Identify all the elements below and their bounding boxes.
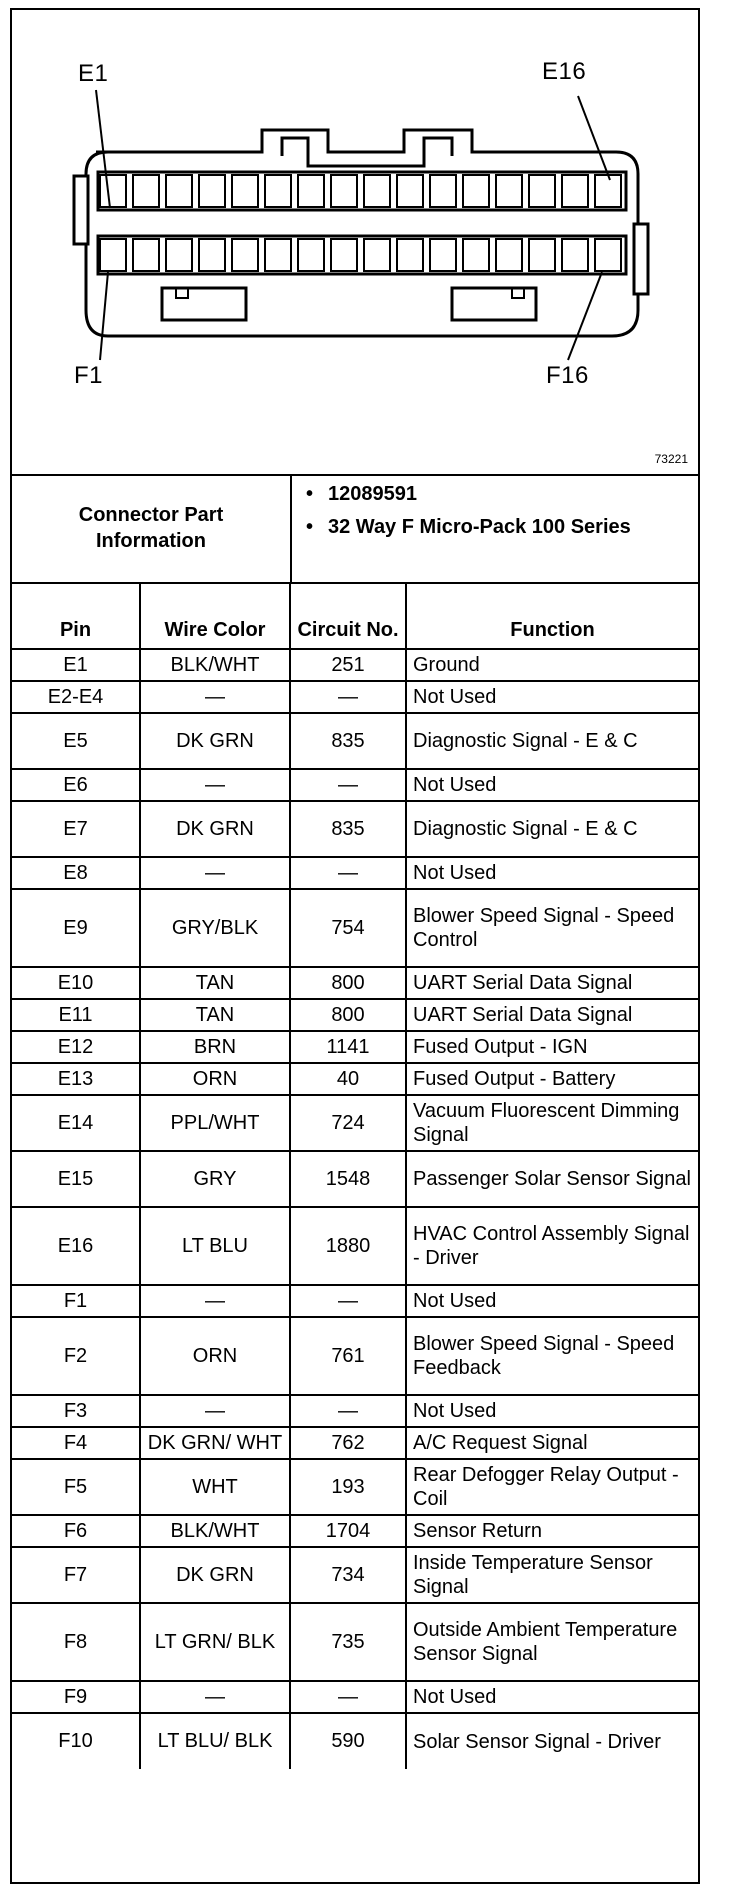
leader-e16 — [578, 96, 610, 180]
circuit-cell: 724 — [290, 1095, 406, 1151]
pin-cell: F2 — [12, 1317, 140, 1395]
table-row — [12, 1031, 698, 1063]
pin-cavity-e6 — [265, 175, 291, 207]
circuit-cell: — — [290, 857, 406, 889]
pin-cavity-f3 — [166, 239, 192, 271]
pin-cavity-e4 — [199, 175, 225, 207]
function-cell: Vacuum Fluorescent Dimming Signal — [406, 1095, 698, 1151]
pinout-table — [12, 582, 698, 1769]
pin-cell: F1 — [12, 1285, 140, 1317]
pin-cell: F6 — [12, 1515, 140, 1547]
table-row — [12, 1547, 698, 1603]
circuit-cell: 734 — [290, 1547, 406, 1603]
pin-cavity-f5 — [232, 239, 258, 271]
pin-cell: F3 — [12, 1395, 140, 1427]
label-f16: F16 — [546, 362, 589, 389]
info-bullet: • 12089591 — [306, 483, 417, 505]
table-row — [12, 1459, 698, 1515]
pin-cell: E12 — [12, 1031, 140, 1063]
function-cell: Fused Output - Battery — [406, 1063, 698, 1095]
wire-color-cell: TAN — [140, 999, 290, 1031]
pin-cavity-f8 — [331, 239, 357, 271]
table-row — [12, 1603, 698, 1681]
table-row — [12, 681, 698, 713]
pin-cell: E5 — [12, 713, 140, 769]
function-cell: Fused Output - IGN — [406, 1031, 698, 1063]
pin-cell: E7 — [12, 801, 140, 857]
wire-color-cell: LT GRN/ BLK — [140, 1603, 290, 1681]
label-e16: E16 — [542, 58, 587, 85]
circuit-cell: — — [290, 769, 406, 801]
function-cell: Solar Sensor Signal - Driver — [406, 1713, 698, 1769]
pin-cell: E6 — [12, 769, 140, 801]
table-row — [12, 1151, 698, 1207]
wire-color-cell: — — [140, 769, 290, 801]
circuit-cell: — — [290, 1681, 406, 1713]
circuit-cell: 1548 — [290, 1151, 406, 1207]
circuit-cell: 762 — [290, 1427, 406, 1459]
circuit-cell: 1704 — [290, 1515, 406, 1547]
pin-cavity-f12 — [463, 239, 489, 271]
wire-color-cell: — — [140, 681, 290, 713]
table-header-row — [12, 583, 698, 649]
pin-cavity-f15 — [562, 239, 588, 271]
pin-cell: E8 — [12, 857, 140, 889]
table-row — [12, 649, 698, 681]
pin-cell: E15 — [12, 1151, 140, 1207]
wire-color-cell: BRN — [140, 1031, 290, 1063]
function-cell: Passenger Solar Sensor Signal — [406, 1151, 698, 1207]
pin-cavity-e16 — [595, 175, 621, 207]
pin-cavity-e2 — [133, 175, 159, 207]
connector-info-heading-text: Connector Part Information — [78, 504, 224, 552]
wire-color-cell: WHT — [140, 1459, 290, 1515]
info-bullet: • 32 Way F Micro-Pack 100 Series — [306, 516, 631, 538]
wire-color-cell: GRY — [140, 1151, 290, 1207]
pin-row-e — [98, 172, 626, 210]
wire-color-cell: — — [140, 857, 290, 889]
wire-color-cell: LT BLU — [140, 1207, 290, 1285]
pin-cavity-e5 — [232, 175, 258, 207]
function-cell: Not Used — [406, 681, 698, 713]
circuit-cell: 800 — [290, 999, 406, 1031]
connector-info-bullets — [304, 482, 684, 548]
function-cell: UART Serial Data Signal — [406, 967, 698, 999]
circuit-cell: 1141 — [290, 1031, 406, 1063]
table-row — [12, 1207, 698, 1285]
pin-cavity-f11 — [430, 239, 456, 271]
right-tab — [634, 224, 648, 294]
function-cell: Ground — [406, 649, 698, 681]
wire-color-cell: DK GRN — [140, 801, 290, 857]
pin-cavity-e10 — [397, 175, 423, 207]
table-row — [12, 999, 698, 1031]
wire-color-cell: GRY/BLK — [140, 889, 290, 967]
wire-color-cell: BLK/WHT — [140, 1515, 290, 1547]
pin-cell: F9 — [12, 1681, 140, 1713]
table-row — [12, 1095, 698, 1151]
pinout-table-body — [12, 649, 698, 1769]
table-row — [12, 857, 698, 889]
wire-color-cell: DK GRN/ WHT — [140, 1427, 290, 1459]
connector-body-outline — [86, 130, 638, 336]
pin-cavity-f14 — [529, 239, 555, 271]
pin-cavity-e3 — [166, 175, 192, 207]
connector-diagram — [12, 10, 698, 476]
connector-type: 32 Way F Micro-Pack 100 Series — [328, 516, 631, 538]
table-row — [12, 1427, 698, 1459]
label-f1: F1 — [74, 362, 104, 389]
table-row — [12, 1681, 698, 1713]
circuit-cell: 590 — [290, 1713, 406, 1769]
table-row — [12, 1395, 698, 1427]
function-cell: Inside Temperature Sensor Signal — [406, 1547, 698, 1603]
function-cell: Blower Speed Signal - Speed Control — [406, 889, 698, 967]
wire-color-cell: LT BLU/ BLK — [140, 1713, 290, 1769]
wire-color-cell: PPL/WHT — [140, 1095, 290, 1151]
circuit-cell: 754 — [290, 889, 406, 967]
wire-color-cell: — — [140, 1285, 290, 1317]
function-cell: Not Used — [406, 1395, 698, 1427]
figure-number: 73221 — [654, 452, 688, 466]
function-cell: A/C Request Signal — [406, 1427, 698, 1459]
pin-cell: E2-E4 — [12, 681, 140, 713]
function-cell: Diagnostic Signal - E & C — [406, 801, 698, 857]
pin-cell: E10 — [12, 967, 140, 999]
function-cell: Not Used — [406, 857, 698, 889]
table-row — [12, 769, 698, 801]
connector-part-info — [12, 474, 698, 584]
pin-cell: E16 — [12, 1207, 140, 1285]
pin-cell: F8 — [12, 1603, 140, 1681]
table-row — [12, 889, 698, 967]
pin-cavity-f7 — [298, 239, 324, 271]
label-e1: E1 — [78, 60, 109, 87]
pin-cell: F4 — [12, 1427, 140, 1459]
circuit-cell: — — [290, 1285, 406, 1317]
connector-sheet — [10, 8, 700, 1884]
function-cell: UART Serial Data Signal — [406, 999, 698, 1031]
wire-color-cell: BLK/WHT — [140, 649, 290, 681]
circuit-cell: 835 — [290, 801, 406, 857]
wire-color-cell: DK GRN — [140, 1547, 290, 1603]
pin-cell: E11 — [12, 999, 140, 1031]
table-row — [12, 1713, 698, 1769]
header-function: Function — [406, 583, 698, 649]
wire-color-cell: TAN — [140, 967, 290, 999]
function-cell: Diagnostic Signal - E & C — [406, 713, 698, 769]
pin-cell: E9 — [12, 889, 140, 967]
table-row — [12, 801, 698, 857]
circuit-cell: 193 — [290, 1459, 406, 1515]
header-pin: Pin — [12, 583, 140, 649]
table-row — [12, 1317, 698, 1395]
wire-color-cell: ORN — [140, 1063, 290, 1095]
function-cell: Blower Speed Signal - Speed Feedback — [406, 1317, 698, 1395]
circuit-cell: 40 — [290, 1063, 406, 1095]
pin-cell: F10 — [12, 1713, 140, 1769]
pin-cavity-e11 — [430, 175, 456, 207]
pin-cavity-f13 — [496, 239, 522, 271]
function-cell: Not Used — [406, 769, 698, 801]
left-tab — [74, 176, 88, 244]
pin-row-e-frame — [98, 172, 626, 210]
table-row — [12, 967, 698, 999]
key-left — [162, 288, 246, 320]
circuit-cell: — — [290, 1395, 406, 1427]
table-row — [12, 1063, 698, 1095]
pin-cavity-e9 — [364, 175, 390, 207]
pin-row-f — [98, 236, 626, 274]
circuit-cell: — — [290, 681, 406, 713]
header-circuit-no: Circuit No. — [290, 583, 406, 649]
leader-f16 — [568, 272, 602, 360]
pin-cell: E14 — [12, 1095, 140, 1151]
table-row — [12, 1285, 698, 1317]
pin-cavity-f2 — [133, 239, 159, 271]
pin-cavity-f9 — [364, 239, 390, 271]
pin-row-f-frame — [98, 236, 626, 274]
header-wire-color: Wire Color — [140, 583, 290, 649]
circuit-cell: 1880 — [290, 1207, 406, 1285]
pin-cell: F7 — [12, 1547, 140, 1603]
pin-cavity-f6 — [265, 239, 291, 271]
pin-cavity-f16 — [595, 239, 621, 271]
wire-color-cell: DK GRN — [140, 713, 290, 769]
table-row — [12, 1515, 698, 1547]
pin-cell: E13 — [12, 1063, 140, 1095]
table-row — [12, 713, 698, 769]
pin-cavity-e15 — [562, 175, 588, 207]
pin-cavity-e8 — [331, 175, 357, 207]
circuit-cell: 761 — [290, 1317, 406, 1395]
function-cell: Not Used — [406, 1681, 698, 1713]
pin-cavity-f4 — [199, 239, 225, 271]
wire-color-cell: ORN — [140, 1317, 290, 1395]
circuit-cell: 735 — [290, 1603, 406, 1681]
connector-drawing — [12, 10, 698, 474]
pin-cavity-f1 — [100, 239, 126, 271]
wire-color-cell: — — [140, 1681, 290, 1713]
part-number: 12089591 — [328, 483, 417, 505]
function-cell: Outside Ambient Temperature Sensor Signal — [406, 1603, 698, 1681]
pin-cavity-f10 — [397, 239, 423, 271]
circuit-cell: 251 — [290, 649, 406, 681]
circuit-cell: 800 — [290, 967, 406, 999]
wire-color-cell: — — [140, 1395, 290, 1427]
pin-cavity-e12 — [463, 175, 489, 207]
pin-cell: E1 — [12, 649, 140, 681]
leader-f1 — [100, 272, 108, 360]
circuit-cell: 835 — [290, 713, 406, 769]
pin-cavity-e13 — [496, 175, 522, 207]
pin-cavity-e7 — [298, 175, 324, 207]
function-cell: HVAC Control Assembly Signal - Driver — [406, 1207, 698, 1285]
pin-cell: F5 — [12, 1459, 140, 1515]
function-cell: Not Used — [406, 1285, 698, 1317]
function-cell: Rear Defogger Relay Output - Coil — [406, 1459, 698, 1515]
pin-cavity-e14 — [529, 175, 555, 207]
connector-info-heading — [12, 474, 292, 582]
function-cell: Sensor Return — [406, 1515, 698, 1547]
pin-cavity-e1 — [100, 175, 126, 207]
